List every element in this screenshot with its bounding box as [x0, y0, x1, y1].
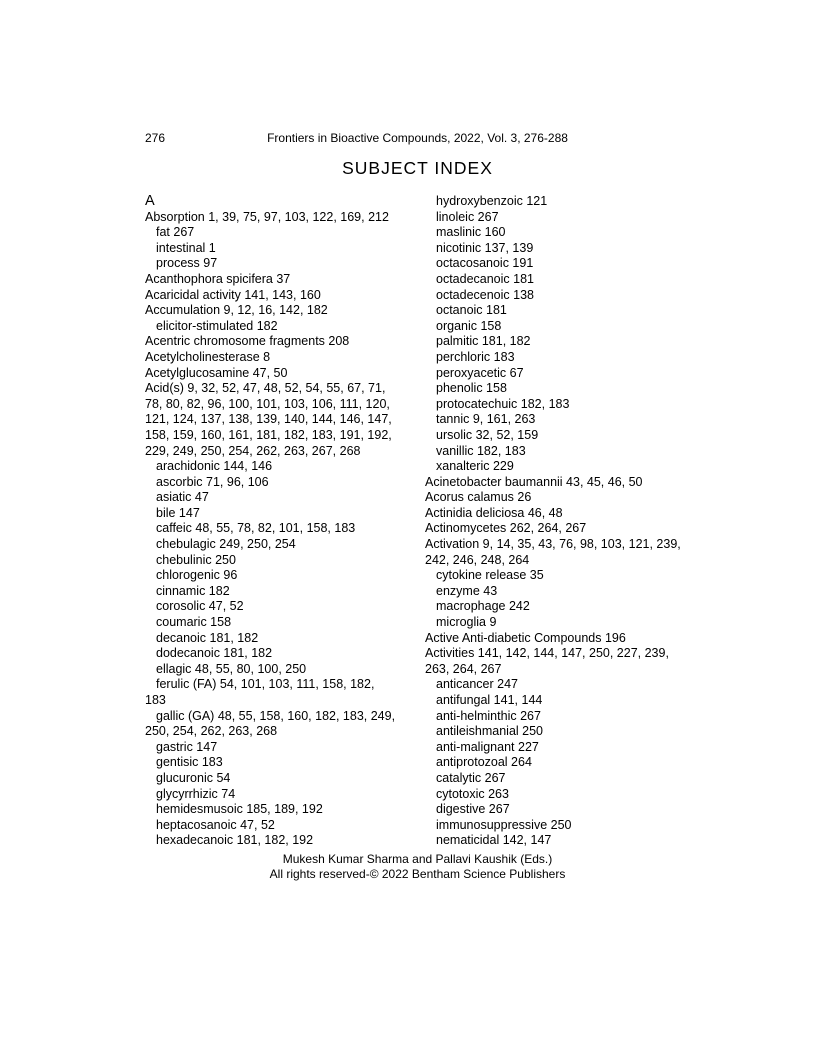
- index-line: octacosanoic 191: [436, 256, 534, 271]
- index-line: glucuronic 54: [156, 770, 231, 785]
- index-line: glycyrrhizic 74: [156, 786, 236, 801]
- index-line: immunosuppressive 250: [436, 817, 572, 832]
- footer-copyright: All rights reserved-© 2022 Bentham Science Publishers: [269, 866, 566, 881]
- index-line: arachidonic 144, 146: [156, 459, 273, 474]
- index-line: ascorbic 71, 96, 106: [156, 474, 269, 489]
- index-line: 78, 80, 82, 96, 100, 101, 103, 106, 111, 120,: [145, 396, 390, 411]
- footer-editors: Mukesh Kumar Sharma and Pallavi Kaushik (Eds.): [282, 852, 553, 866]
- index-line: anti-malignant 227: [436, 739, 539, 754]
- index-line: antifungal 141, 144: [436, 693, 543, 707]
- index-line: nematicidal 142, 147: [436, 833, 552, 848]
- index-line: octadecanoic 181: [436, 271, 534, 286]
- index-line: decanoic 181, 182: [156, 630, 259, 645]
- index-line: palmitic 181, 182: [436, 334, 531, 349]
- section-letter: A: [145, 193, 155, 209]
- index-line: hydroxybenzoic 121: [436, 194, 548, 208]
- index-line: xanalteric 229: [436, 459, 514, 474]
- index-line: elicitor-stimulated 182: [156, 318, 278, 333]
- index-line: digestive 267: [436, 802, 510, 817]
- index-line: 242, 246, 248, 264: [425, 552, 530, 567]
- index-line: 250, 254, 262, 263, 268: [145, 724, 278, 739]
- index-line: cytokine release 35: [436, 568, 544, 583]
- index-line: corosolic 47, 52: [156, 599, 244, 614]
- index-line: linoleic 267: [436, 209, 499, 224]
- index-line: 263, 264, 267: [425, 661, 502, 676]
- index-line: Acentric chromosome fragments 208: [145, 334, 350, 349]
- index-line: protocatechuic 182, 183: [436, 396, 570, 411]
- page-number: 276: [145, 131, 166, 145]
- index-line: Acetylcholinesterase 8: [145, 349, 271, 364]
- running-head: Frontiers in Bioactive Compounds, 2022, Vol. 3, 276-288: [267, 131, 568, 145]
- index-line: heptacosanoic 47, 52: [156, 817, 275, 832]
- index-line: chebulagic 249, 250, 254: [156, 537, 296, 552]
- page-header: [145, 131, 690, 147]
- index-line: cinnamic 182: [156, 583, 230, 598]
- index-line: hemidesmusoic 185, 189, 192: [156, 802, 323, 817]
- index-line: Absorption 1, 39, 75, 97, 103, 122, 169, 212: [145, 209, 389, 224]
- page-title: SUBJECT INDEX: [342, 158, 493, 178]
- index-line: 183: [145, 693, 166, 707]
- index-columns: [145, 194, 693, 849]
- index-line: Actinomycetes 262, 264, 267: [425, 521, 587, 536]
- index-line: chlorogenic 96: [156, 568, 238, 583]
- index-line: ursolic 32, 52, 159: [436, 427, 539, 442]
- index-line: process 97: [156, 256, 218, 271]
- index-line: maslinic 160: [436, 225, 506, 240]
- index-line: 229, 249, 250, 254, 262, 263, 267, 268: [145, 443, 361, 458]
- index-line: gastric 147: [156, 739, 218, 754]
- index-line: intestinal 1: [156, 240, 216, 255]
- index-line: octanoic 181: [436, 303, 507, 318]
- index-line: Acid(s) 9, 32, 52, 47, 48, 52, 54, 55, 67, 71,: [145, 381, 386, 396]
- index-line: caffeic 48, 55, 78, 82, 101, 158, 183: [156, 521, 356, 536]
- index-line: asiatic 47: [156, 490, 209, 505]
- index-line: antileishmanial 250: [436, 724, 544, 739]
- index-line: ferulic (FA) 54, 101, 103, 111, 158, 182,: [156, 677, 375, 692]
- index-line: gentisic 183: [156, 755, 223, 770]
- index-line: catalytic 267: [436, 770, 506, 785]
- index-line: cytotoxic 263: [436, 786, 509, 801]
- index-line: peroxyacetic 67: [436, 365, 524, 380]
- index-line: Acaricidal activity 141, 143, 160: [145, 287, 321, 302]
- index-line: coumaric 158: [156, 615, 232, 630]
- page-footer: [145, 852, 690, 881]
- index-line: 121, 124, 137, 138, 139, 140, 144, 146, 147,: [145, 412, 392, 427]
- index-line: antiprotozoal 264: [436, 755, 532, 770]
- index-line: 158, 159, 160, 161, 181, 182, 183, 191, 192,: [145, 427, 392, 442]
- index-line: nicotinic 137, 139: [436, 240, 534, 255]
- index-line: microglia 9: [436, 615, 497, 630]
- index-line: Acetylglucosamine 47, 50: [145, 365, 288, 380]
- index-line: phenolic 158: [436, 381, 507, 396]
- index-line: organic 158: [436, 318, 502, 333]
- index-line: Acanthophora spicifera 37: [145, 271, 291, 286]
- index-line: octadecenoic 138: [436, 287, 534, 302]
- index-line: tannic 9, 161, 263: [436, 412, 536, 427]
- index-line: gallic (GA) 48, 55, 158, 160, 182, 183, 249,: [156, 708, 396, 723]
- index-line: perchloric 183: [436, 349, 515, 364]
- index-line: Accumulation 9, 12, 16, 142, 182: [145, 303, 328, 318]
- index-line: Active Anti-diabetic Compounds 196: [425, 630, 626, 645]
- index-column-right: [425, 194, 693, 849]
- index-line: anticancer 247: [436, 677, 519, 692]
- index-line: fat 267: [156, 225, 195, 240]
- index-line: Actinidia deliciosa 46, 48: [425, 505, 563, 520]
- index-line: hexadecanoic 181, 182, 192: [156, 833, 314, 848]
- index-line: enzyme 43: [436, 583, 498, 598]
- index-line: macrophage 242: [436, 599, 530, 614]
- index-line: Activities 141, 142, 144, 147, 250, 227, 239,: [425, 646, 669, 661]
- index-line: Acorus calamus 26: [425, 490, 532, 505]
- index-line: Activation 9, 14, 35, 43, 76, 98, 103, 121, 239,: [425, 537, 681, 552]
- index-line: chebulinic 250: [156, 552, 236, 567]
- index-line: anti-helminthic 267: [436, 708, 541, 723]
- index-line: dodecanoic 181, 182: [156, 646, 273, 661]
- index-line: ellagic 48, 55, 80, 100, 250: [156, 661, 307, 676]
- index-line: vanillic 182, 183: [436, 443, 526, 458]
- index-column-left: [145, 194, 401, 849]
- index-line: Acinetobacter baumannii 43, 45, 46, 50: [425, 474, 643, 489]
- index-line: bile 147: [156, 505, 200, 520]
